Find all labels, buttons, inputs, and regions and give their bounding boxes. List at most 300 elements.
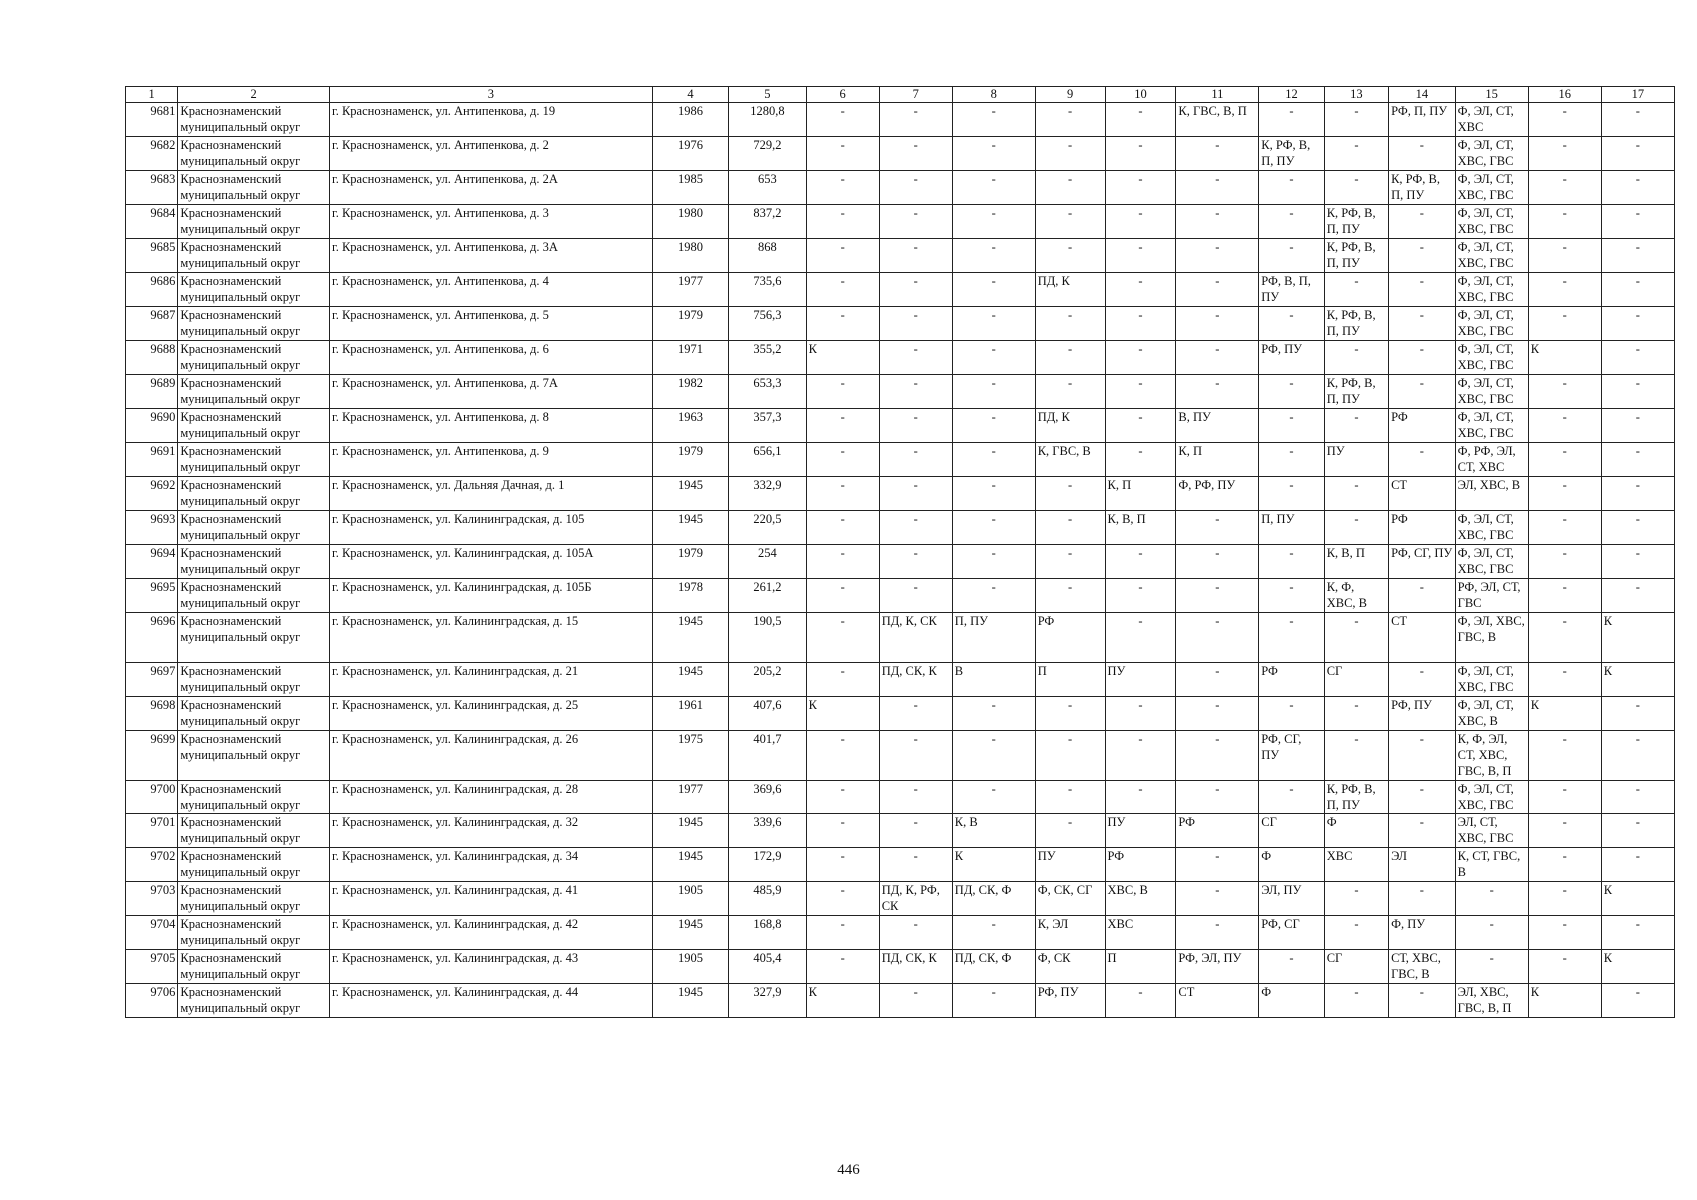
table-cell: РФ, ПУ <box>1389 697 1456 731</box>
table-cell: 1945 <box>652 663 728 697</box>
table-cell: - <box>1259 239 1324 273</box>
table-cell: - <box>1389 663 1456 697</box>
table-cell: - <box>806 171 879 205</box>
table-cell: К, РФ, В, П, ПУ <box>1324 205 1388 239</box>
table-cell: 1976 <box>652 137 728 171</box>
table-cell: Ф, ЭЛ, СТ, ХВС, ГВС <box>1455 205 1528 239</box>
table-cell: Краснознаменский муниципальный округ <box>178 205 330 239</box>
table-cell: - <box>1528 239 1601 273</box>
table-cell: 1905 <box>652 882 728 916</box>
table-cell: К, РФ, В, П, ПУ <box>1259 137 1324 171</box>
table-cell: Краснознаменский муниципальный округ <box>178 781 330 814</box>
table-row <box>126 545 1675 579</box>
table-cell: - <box>952 205 1035 239</box>
table-cell: - <box>1176 697 1259 731</box>
table-cell: - <box>1035 103 1105 137</box>
table-cell: - <box>1601 545 1674 579</box>
table-cell: - <box>1601 409 1674 443</box>
table-cell: Краснознаменский муниципальный округ <box>178 273 330 307</box>
table-cell: РФ <box>1176 814 1259 848</box>
table-cell: 9691 <box>126 443 178 477</box>
column-header: 11 <box>1176 87 1259 103</box>
table-cell: - <box>879 916 952 950</box>
table-cell: СТ, ХВС, ГВС, В <box>1389 950 1456 984</box>
table-cell: К, РФ, В, П, ПУ <box>1324 375 1388 409</box>
table-cell: г. Краснознаменск, ул. Калининградская, д. 34 <box>329 848 652 882</box>
table-cell: Краснознаменский муниципальный округ <box>178 307 330 341</box>
table-cell: 1945 <box>652 848 728 882</box>
table-cell: - <box>1035 205 1105 239</box>
table-cell: - <box>1176 545 1259 579</box>
table-cell: - <box>952 781 1035 814</box>
column-header: 16 <box>1528 87 1601 103</box>
table-row <box>126 511 1675 545</box>
table-cell: - <box>952 697 1035 731</box>
table-cell: РФ, П, ПУ <box>1389 103 1456 137</box>
table-cell: - <box>1324 882 1388 916</box>
page-number: 446 <box>837 1162 860 1178</box>
table-cell: - <box>806 731 879 781</box>
table-cell: 9701 <box>126 814 178 848</box>
table-cell: РФ, В, П, ПУ <box>1259 273 1324 307</box>
table-cell: - <box>806 916 879 950</box>
table-cell: - <box>1035 697 1105 731</box>
table-cell: РФ, СГ <box>1259 916 1324 950</box>
table-cell: ПУ <box>1035 848 1105 882</box>
table-cell: - <box>806 613 879 663</box>
table-cell: ЭЛ, ПУ <box>1259 882 1324 916</box>
table-cell: - <box>1105 409 1176 443</box>
table-cell: ЭЛ, ХВС, ГВС, В, П <box>1455 984 1528 1018</box>
table-row <box>126 341 1675 375</box>
table-cell: 9694 <box>126 545 178 579</box>
table-cell: - <box>1105 307 1176 341</box>
table-cell: 1977 <box>652 273 728 307</box>
column-header: 1 <box>126 87 178 103</box>
table-cell: К, ЭЛ <box>1035 916 1105 950</box>
table-row <box>126 950 1675 984</box>
table-cell: - <box>1324 731 1388 781</box>
table-cell: К, РФ, В, П, ПУ <box>1389 171 1456 205</box>
table-cell: Ф, ЭЛ, СТ, ХВС, ГВС <box>1455 375 1528 409</box>
table-row <box>126 731 1675 781</box>
table-cell: - <box>1035 511 1105 545</box>
table-cell: Ф, ЭЛ, СТ, ХВС, ГВС <box>1455 663 1528 697</box>
table-cell: г. Краснознаменск, ул. Калининградская, д. 32 <box>329 814 652 848</box>
table-cell: - <box>806 307 879 341</box>
column-header: 15 <box>1455 87 1528 103</box>
table-cell: - <box>806 103 879 137</box>
table-cell: Краснознаменский муниципальный округ <box>178 137 330 171</box>
table-cell: Краснознаменский муниципальный округ <box>178 697 330 731</box>
table-cell: РФ, ПУ <box>1035 984 1105 1018</box>
table-cell: - <box>806 409 879 443</box>
table-cell: г. Краснознаменск, ул. Дальняя Дачная, д. 1 <box>329 477 652 511</box>
table-cell: - <box>1105 781 1176 814</box>
table-row <box>126 137 1675 171</box>
table-row <box>126 443 1675 477</box>
table-cell: г. Краснознаменск, ул. Антипенкова, д. 3 <box>329 205 652 239</box>
table-cell: - <box>1528 511 1601 545</box>
table-cell: К, Ф, ЭЛ, СТ, ХВС, ГВС, В, П <box>1455 731 1528 781</box>
table-cell: ПД, СК, Ф <box>952 882 1035 916</box>
table-cell: П, ПУ <box>952 613 1035 663</box>
table-row <box>126 814 1675 848</box>
table-cell: - <box>1601 848 1674 882</box>
table-cell: - <box>1601 341 1674 375</box>
table-cell: 1945 <box>652 477 728 511</box>
table-cell: г. Краснознаменск, ул. Антипенкова, д. 19 <box>329 103 652 137</box>
table-cell: - <box>952 171 1035 205</box>
table-cell: ПУ <box>1105 663 1176 697</box>
table-cell: ПУ <box>1324 443 1388 477</box>
table-cell: 1905 <box>652 950 728 984</box>
table-cell: К <box>1601 663 1674 697</box>
table-cell: ХВС <box>1105 916 1176 950</box>
table-cell: г. Краснознаменск, ул. Антипенкова, д. 2 <box>329 137 652 171</box>
table-cell: - <box>1389 341 1456 375</box>
table-cell: - <box>879 375 952 409</box>
table-cell: - <box>1105 273 1176 307</box>
table-cell: - <box>1528 171 1601 205</box>
table-cell: - <box>806 781 879 814</box>
table-cell: Ф, РФ, ПУ <box>1176 477 1259 511</box>
table-cell: - <box>1601 273 1674 307</box>
table-cell: 1945 <box>652 814 728 848</box>
table-cell: - <box>1601 239 1674 273</box>
table-cell: - <box>1324 137 1388 171</box>
table-cell: Краснознаменский муниципальный округ <box>178 375 330 409</box>
table-row <box>126 984 1675 1018</box>
table-cell: - <box>879 545 952 579</box>
table-cell: 1945 <box>652 984 728 1018</box>
table-cell: Ф, ЭЛ, СТ, ХВС, ГВС <box>1455 273 1528 307</box>
table-cell: - <box>806 273 879 307</box>
table-cell: - <box>879 239 952 273</box>
table-cell: Ф, ПУ <box>1389 916 1456 950</box>
table-cell: - <box>1176 341 1259 375</box>
table-row <box>126 781 1675 814</box>
table-cell: г. Краснознаменск, ул. Калининградская, д. 105Б <box>329 579 652 613</box>
table-cell: - <box>1528 731 1601 781</box>
table-cell: - <box>1105 697 1176 731</box>
table-cell: - <box>1105 579 1176 613</box>
table-cell: г. Краснознаменск, ул. Калининградская, д. 28 <box>329 781 652 814</box>
table-cell: 1986 <box>652 103 728 137</box>
table-cell: 837,2 <box>729 205 806 239</box>
table-row <box>126 171 1675 205</box>
table-cell: РФ, ЭЛ, СТ, ГВС <box>1455 579 1528 613</box>
table-cell: К, РФ, В, П, ПУ <box>1324 781 1388 814</box>
table-cell: - <box>879 848 952 882</box>
table-cell: Ф, ЭЛ, СТ, ХВС, ГВС <box>1455 171 1528 205</box>
table-cell: - <box>1601 781 1674 814</box>
table-cell: г. Краснознаменск, ул. Антипенкова, д. 6 <box>329 341 652 375</box>
table-cell: - <box>1176 848 1259 882</box>
table-cell: 9684 <box>126 205 178 239</box>
table-row <box>126 663 1675 697</box>
table-cell: Ф, ЭЛ, СТ, ХВС, ГВС <box>1455 781 1528 814</box>
table-cell: - <box>1324 984 1388 1018</box>
table-row <box>126 103 1675 137</box>
column-header: 13 <box>1324 87 1388 103</box>
table-cell: РФ <box>1105 848 1176 882</box>
table-cell: - <box>806 882 879 916</box>
table-cell: 729,2 <box>729 137 806 171</box>
table-cell: К <box>1528 697 1601 731</box>
table-cell: - <box>1601 375 1674 409</box>
table-cell: г. Краснознаменск, ул. Калининградская, д. 105А <box>329 545 652 579</box>
table-cell: - <box>1528 882 1601 916</box>
table-cell: 9697 <box>126 663 178 697</box>
table-cell: ПД, К, РФ, СК <box>879 882 952 916</box>
table-cell: - <box>1176 239 1259 273</box>
table-cell: - <box>1259 307 1324 341</box>
table-cell: - <box>879 205 952 239</box>
table-cell: - <box>952 137 1035 171</box>
table-cell: Краснознаменский муниципальный округ <box>178 731 330 781</box>
table-cell: г. Краснознаменск, ул. Антипенкова, д. 5 <box>329 307 652 341</box>
table-cell: 369,6 <box>729 781 806 814</box>
table-cell: - <box>1105 171 1176 205</box>
table-cell: Краснознаменский муниципальный округ <box>178 663 330 697</box>
table-cell: г. Краснознаменск, ул. Калининградская, д. 26 <box>329 731 652 781</box>
table-cell: - <box>952 545 1035 579</box>
table-cell: К, В, П <box>1105 511 1176 545</box>
table-cell: 9696 <box>126 613 178 663</box>
table-cell: Ф, ЭЛ, СТ, ХВС, ГВС <box>1455 137 1528 171</box>
table-cell: - <box>1176 307 1259 341</box>
table-cell: 9704 <box>126 916 178 950</box>
table-cell: г. Краснознаменск, ул. Антипенкова, д. 9 <box>329 443 652 477</box>
table-cell: Краснознаменский муниципальный округ <box>178 477 330 511</box>
table-cell: - <box>1528 409 1601 443</box>
table-row <box>126 916 1675 950</box>
table-cell: 9689 <box>126 375 178 409</box>
column-header: 3 <box>329 87 652 103</box>
table-cell: СГ <box>1324 663 1388 697</box>
table-cell: - <box>1035 341 1105 375</box>
column-header: 17 <box>1601 87 1674 103</box>
table-cell: 9705 <box>126 950 178 984</box>
table-cell: 1982 <box>652 375 728 409</box>
table-cell: 332,9 <box>729 477 806 511</box>
table-cell: - <box>1035 171 1105 205</box>
table-cell: - <box>1176 511 1259 545</box>
table-cell: - <box>1324 409 1388 443</box>
table-cell: - <box>1324 511 1388 545</box>
table-cell: - <box>806 814 879 848</box>
column-header: 9 <box>1035 87 1105 103</box>
table-cell: 1979 <box>652 307 728 341</box>
table-cell: 756,3 <box>729 307 806 341</box>
table-cell: - <box>1259 781 1324 814</box>
table-cell: 9700 <box>126 781 178 814</box>
table-cell: 9687 <box>126 307 178 341</box>
table-cell: - <box>806 848 879 882</box>
table-cell: - <box>1105 239 1176 273</box>
table-cell: - <box>952 916 1035 950</box>
table-cell: г. Краснознаменск, ул. Калининградская, д. 43 <box>329 950 652 984</box>
table-cell: - <box>806 137 879 171</box>
table-cell: - <box>1176 579 1259 613</box>
table-cell: Ф, ЭЛ, ХВС, ГВС, В <box>1455 613 1528 663</box>
table-row <box>126 697 1675 731</box>
table-cell: 735,6 <box>729 273 806 307</box>
table-cell: ПД, К <box>1035 409 1105 443</box>
table-cell: ПД, К <box>1035 273 1105 307</box>
table-cell: 190,5 <box>729 613 806 663</box>
table-row <box>126 613 1675 663</box>
table-cell: 9683 <box>126 171 178 205</box>
table-cell: Ф, СК <box>1035 950 1105 984</box>
table-cell: - <box>1389 731 1456 781</box>
table-cell: Краснознаменский муниципальный округ <box>178 341 330 375</box>
table-cell: 1945 <box>652 613 728 663</box>
table-cell: - <box>806 375 879 409</box>
table-cell: - <box>879 579 952 613</box>
table-cell: - <box>1105 731 1176 781</box>
table-cell: 9703 <box>126 882 178 916</box>
table-cell: 1979 <box>652 443 728 477</box>
table-cell: - <box>879 984 952 1018</box>
table-cell: Краснознаменский муниципальный округ <box>178 545 330 579</box>
table-cell: - <box>879 781 952 814</box>
table-cell: - <box>1259 477 1324 511</box>
table-cell: 9698 <box>126 697 178 731</box>
table-cell: ЭЛ, СТ, ХВС, ГВС <box>1455 814 1528 848</box>
table-cell: г. Краснознаменск, ул. Калининградская, д. 44 <box>329 984 652 1018</box>
table-cell: - <box>879 814 952 848</box>
table-cell: К, П <box>1176 443 1259 477</box>
table-cell: 653,3 <box>729 375 806 409</box>
table-cell: - <box>806 511 879 545</box>
table-cell: - <box>1176 375 1259 409</box>
table-cell: - <box>1176 171 1259 205</box>
table-cell: К <box>806 697 879 731</box>
table-cell: - <box>806 239 879 273</box>
table-cell: - <box>1528 205 1601 239</box>
table-cell: К <box>1601 613 1674 663</box>
table-cell: - <box>1528 477 1601 511</box>
table-cell: - <box>1601 307 1674 341</box>
table-cell: г. Краснознаменск, ул. Антипенкова, д. 4 <box>329 273 652 307</box>
table-cell: - <box>1528 273 1601 307</box>
table-cell: - <box>1324 341 1388 375</box>
table-cell: - <box>952 273 1035 307</box>
table-cell: Краснознаменский муниципальный округ <box>178 511 330 545</box>
table-cell: 868 <box>729 239 806 273</box>
table-cell: - <box>952 477 1035 511</box>
table-cell: - <box>1528 663 1601 697</box>
table-cell: - <box>879 731 952 781</box>
column-header: 12 <box>1259 87 1324 103</box>
table-cell: - <box>1601 205 1674 239</box>
table-cell: 339,6 <box>729 814 806 848</box>
table-cell: - <box>1601 916 1674 950</box>
table-cell: - <box>1528 781 1601 814</box>
table-cell: 9702 <box>126 848 178 882</box>
table-cell: - <box>1259 613 1324 663</box>
table-cell: Ф, ЭЛ, СТ, ХВС, ГВС <box>1455 511 1528 545</box>
table-cell: К <box>1528 984 1601 1018</box>
table-cell: - <box>1259 697 1324 731</box>
table-cell: - <box>1105 375 1176 409</box>
table-cell: Ф <box>1259 848 1324 882</box>
table-cell: Краснознаменский муниципальный округ <box>178 848 330 882</box>
table-cell: - <box>1528 613 1601 663</box>
table-cell: - <box>1601 477 1674 511</box>
table-cell: 407,6 <box>729 697 806 731</box>
table-cell: 1945 <box>652 511 728 545</box>
table-cell: - <box>1259 579 1324 613</box>
table-cell: - <box>1389 375 1456 409</box>
table-cell: - <box>879 511 952 545</box>
table-cell: - <box>1601 697 1674 731</box>
table-cell: Ф, РФ, ЭЛ, СТ, ХВС <box>1455 443 1528 477</box>
table-cell: г. Краснознаменск, ул. Антипенкова, д. 8 <box>329 409 652 443</box>
table-cell: - <box>1259 205 1324 239</box>
table-cell: 357,3 <box>729 409 806 443</box>
table-cell: - <box>1601 731 1674 781</box>
table-cell: 1971 <box>652 341 728 375</box>
table-cell: - <box>1176 137 1259 171</box>
table-row <box>126 477 1675 511</box>
table-cell: 1979 <box>652 545 728 579</box>
table-cell: К <box>1601 882 1674 916</box>
table-cell: - <box>1455 950 1528 984</box>
table-cell: 172,9 <box>729 848 806 882</box>
table-cell: К, РФ, В, П, ПУ <box>1324 307 1388 341</box>
table-cell: - <box>1601 579 1674 613</box>
table-cell: г. Краснознаменск, ул. Антипенкова, д. 7А <box>329 375 652 409</box>
table-cell: - <box>1528 848 1601 882</box>
table-cell: - <box>1601 171 1674 205</box>
table-cell: - <box>1035 477 1105 511</box>
table-cell: Краснознаменский муниципальный округ <box>178 984 330 1018</box>
table-cell: - <box>1528 579 1601 613</box>
table-cell: г. Краснознаменск, ул. Калининградская, д. 15 <box>329 613 652 663</box>
table-cell: - <box>806 545 879 579</box>
table-cell: Краснознаменский муниципальный округ <box>178 916 330 950</box>
table-cell: Краснознаменский муниципальный округ <box>178 409 330 443</box>
table-cell: - <box>1176 205 1259 239</box>
column-header: 14 <box>1389 87 1456 103</box>
table-row <box>126 882 1675 916</box>
table-cell: 9692 <box>126 477 178 511</box>
table-cell: - <box>1035 731 1105 781</box>
table-cell: 653 <box>729 171 806 205</box>
table-cell: - <box>952 307 1035 341</box>
table-cell: - <box>1324 273 1388 307</box>
table-cell: - <box>1601 103 1674 137</box>
table-cell: Краснознаменский муниципальный округ <box>178 103 330 137</box>
table-cell: - <box>1176 731 1259 781</box>
table-cell: г. Краснознаменск, ул. Калининградская, д. 41 <box>329 882 652 916</box>
table-cell: - <box>1035 375 1105 409</box>
table-row <box>126 307 1675 341</box>
table-cell: Краснознаменский муниципальный округ <box>178 171 330 205</box>
table-cell: - <box>879 273 952 307</box>
table-cell: Ф <box>1324 814 1388 848</box>
table-cell: - <box>879 307 952 341</box>
table-cell: 355,2 <box>729 341 806 375</box>
column-header: 7 <box>879 87 952 103</box>
table-cell: - <box>1601 511 1674 545</box>
table-cell: - <box>1455 916 1528 950</box>
table-cell: 9690 <box>126 409 178 443</box>
table-cell: РФ <box>1389 409 1456 443</box>
